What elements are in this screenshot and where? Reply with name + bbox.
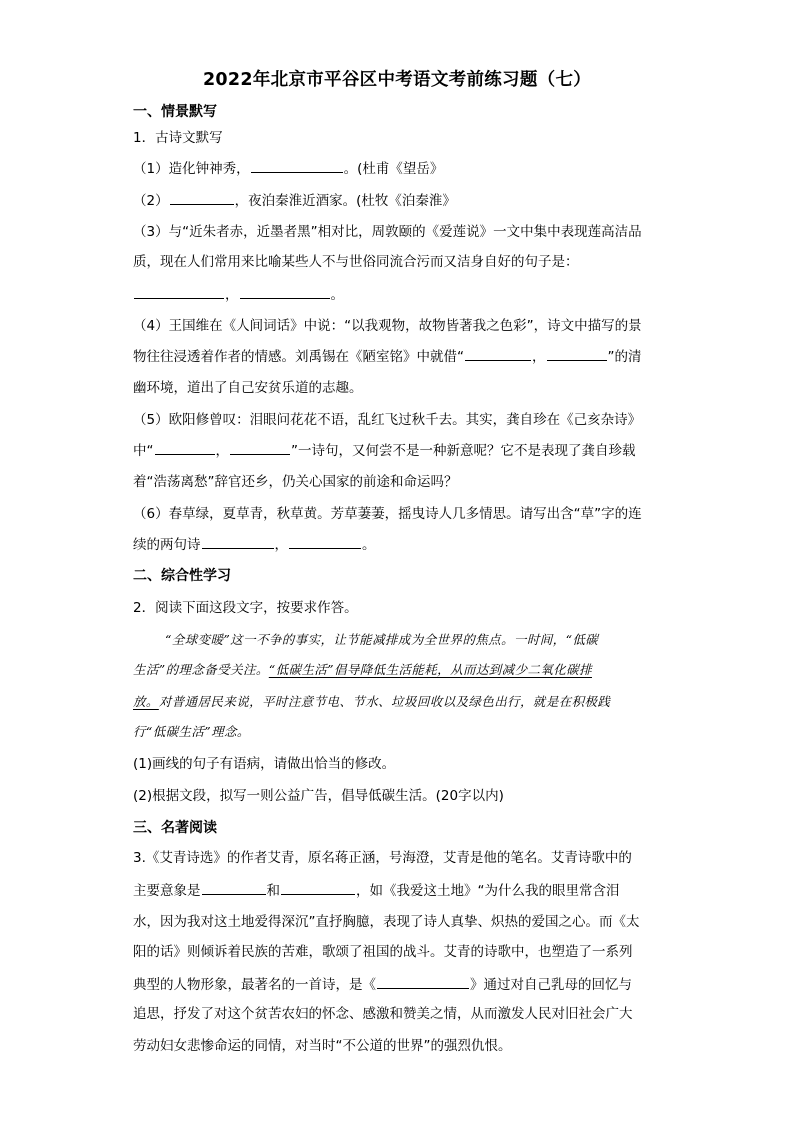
question-1-part-6-line-1: （6）春草绿，夏草青，秋草黄。芳草萋萋，摇曳诗人几多情思。请写出含“草”字的连 (133, 506, 642, 522)
text: （1）造化钟神秀， (133, 161, 250, 177)
text: 和 (266, 883, 280, 899)
text: 》通过对自己乳母的回忆与 (470, 977, 632, 993)
answer-blank[interactable] (202, 880, 266, 895)
answer-blank[interactable] (155, 440, 215, 455)
answer-blank[interactable] (377, 974, 469, 989)
passage-line-3 (133, 692, 610, 712)
section-heading-3: 三、名著阅读 (133, 820, 217, 836)
text: 续的两句诗 (133, 537, 201, 553)
answer-blank[interactable] (281, 880, 355, 895)
question-1-part-2 (133, 190, 456, 211)
underlined-sentence-end: 放。 (133, 694, 159, 709)
question-1-part-4-line-2 (133, 346, 642, 367)
text: 物往往浸透着作者的情感。刘禹锡在《陋室铭》中就借“ (133, 349, 464, 365)
answer-blank[interactable] (240, 284, 330, 299)
text: 。 (362, 537, 376, 553)
question-1-part-3-line-2: 质，现在人们常用来比喻某些人不与世俗同流合污而又洁身自好的句子是： (133, 254, 579, 270)
text: ，如《我爱这土地》“为什么我的眼里常含泪 (356, 883, 620, 899)
answer-blank[interactable] (202, 534, 274, 549)
answer-blank[interactable] (251, 158, 343, 173)
text: ， (532, 349, 546, 365)
text: ”一诗句，又何尝不是一种新意呢？它不是表现了龚自珍载 (291, 443, 636, 459)
question-3-line-1: 3.《艾青诗选》的作者艾青，原名蒋正涵，号海澄，艾青是他的笔名。艾青诗歌中的 (133, 850, 632, 866)
question-3-line-7: 劳动妇女悲惨命运的同情，对当时“不公道的世界”的强烈仇恨。 (133, 1038, 512, 1054)
passage-line-4: 行“低碳生活”理念。 (133, 724, 250, 739)
question-3-line-4: 阳的话》则倾诉着民族的苦难，歌颂了祖国的战斗。艾青的诗歌中，也塑造了一系列 (133, 944, 633, 960)
question-2-sub-1: (1)画线的句子有语病，请做出恰当的修改。 (133, 756, 396, 772)
text: ， (274, 537, 288, 553)
answer-blank[interactable] (465, 346, 531, 361)
section-heading-1: 一、情景默写 (133, 104, 217, 120)
question-1-part-3-line-3 (133, 284, 344, 305)
section-heading-2: 二、综合性学习 (133, 568, 231, 584)
question-3-line-2 (133, 880, 620, 901)
text: ”的清 (607, 349, 642, 365)
question-3-line-6: 追思，抒发了对这个贫苦农妇的怀念、感激和赞美之情，从而激发人民对旧社会广大 (133, 1006, 633, 1022)
text: 。 (330, 287, 344, 303)
answer-blank[interactable] (170, 190, 234, 205)
passage-line-2 (133, 660, 592, 680)
passage-line-1: “全球变暖”这一不争的事实，让节能减排成为全世界的焦点。一时间，“低碳 (165, 632, 599, 647)
question-3-line-3: 水，因为我对这土地爱得深沉”直抒胸臆，表现了诗人真挚、炽热的爱国之心。而《太 (133, 914, 640, 930)
text: 主要意象是 (133, 883, 201, 899)
question-1-heading: 1．古诗文默写 (133, 130, 223, 146)
text: 典型的人物形象，最著名的一首诗，是《 (133, 977, 376, 993)
text: ， (215, 443, 229, 459)
text: 对普通居民来说，平时注意节电、节水、垃圾回收以及绿色出行，就是在积极践 (158, 694, 611, 709)
text: 中“ (133, 443, 154, 459)
question-1-part-6-line-2 (133, 534, 376, 555)
question-1-part-1 (133, 158, 443, 179)
question-1-part-5-line-3: 着“浩荡离愁”辞官还乡，仍关心国家的前途和命运吗？ (133, 474, 458, 490)
answer-blank[interactable] (230, 440, 290, 455)
text: 。(杜甫《望岳》 (343, 161, 444, 177)
answer-blank[interactable] (134, 284, 224, 299)
text: ， (225, 287, 239, 303)
text: ，夜泊秦淮近酒家。(杜牧《泊秦淮》 (234, 193, 456, 209)
answer-blank[interactable] (547, 346, 607, 361)
question-1-part-4-line-1: （4）王国维在《人间词话》中说：“以我观物，故物皆著我之色彩”，诗文中描写的景 (133, 318, 642, 334)
text: （2） (133, 193, 169, 209)
question-1-part-5-line-2 (133, 440, 636, 461)
question-2-heading: 2．阅读下面这段文字，按要求作答。 (133, 600, 358, 616)
question-3-line-5 (133, 974, 632, 995)
question-1-part-4-line-3: 幽环境，道出了自己安贫乐道的志趣。 (133, 380, 363, 396)
question-2-sub-2: (2)根据文段，拟写一则公益广告，倡导低碳生活。(20字以内) (133, 788, 504, 804)
question-1-part-3-line-1: （3）与“近朱者赤，近墨者黑”相对比，周敦颐的《爱莲说》一文中集中表现莲高洁品 (133, 224, 642, 240)
page-title: 2022年北京市平谷区中考语文考前练习题（七） (202, 70, 592, 90)
text: 生活”的理念备受关注。 (133, 662, 269, 677)
question-1-part-5-line-1: （5）欧阳修曾叹：泪眼问花花不语，乱红飞过秋千去。其实，龚自珍在《己亥杂诗》 (133, 412, 642, 428)
underlined-sentence: “低碳生活”倡导降低生活能耗，从而达到减少二氧化碳排 (268, 662, 592, 677)
answer-blank[interactable] (289, 534, 361, 549)
